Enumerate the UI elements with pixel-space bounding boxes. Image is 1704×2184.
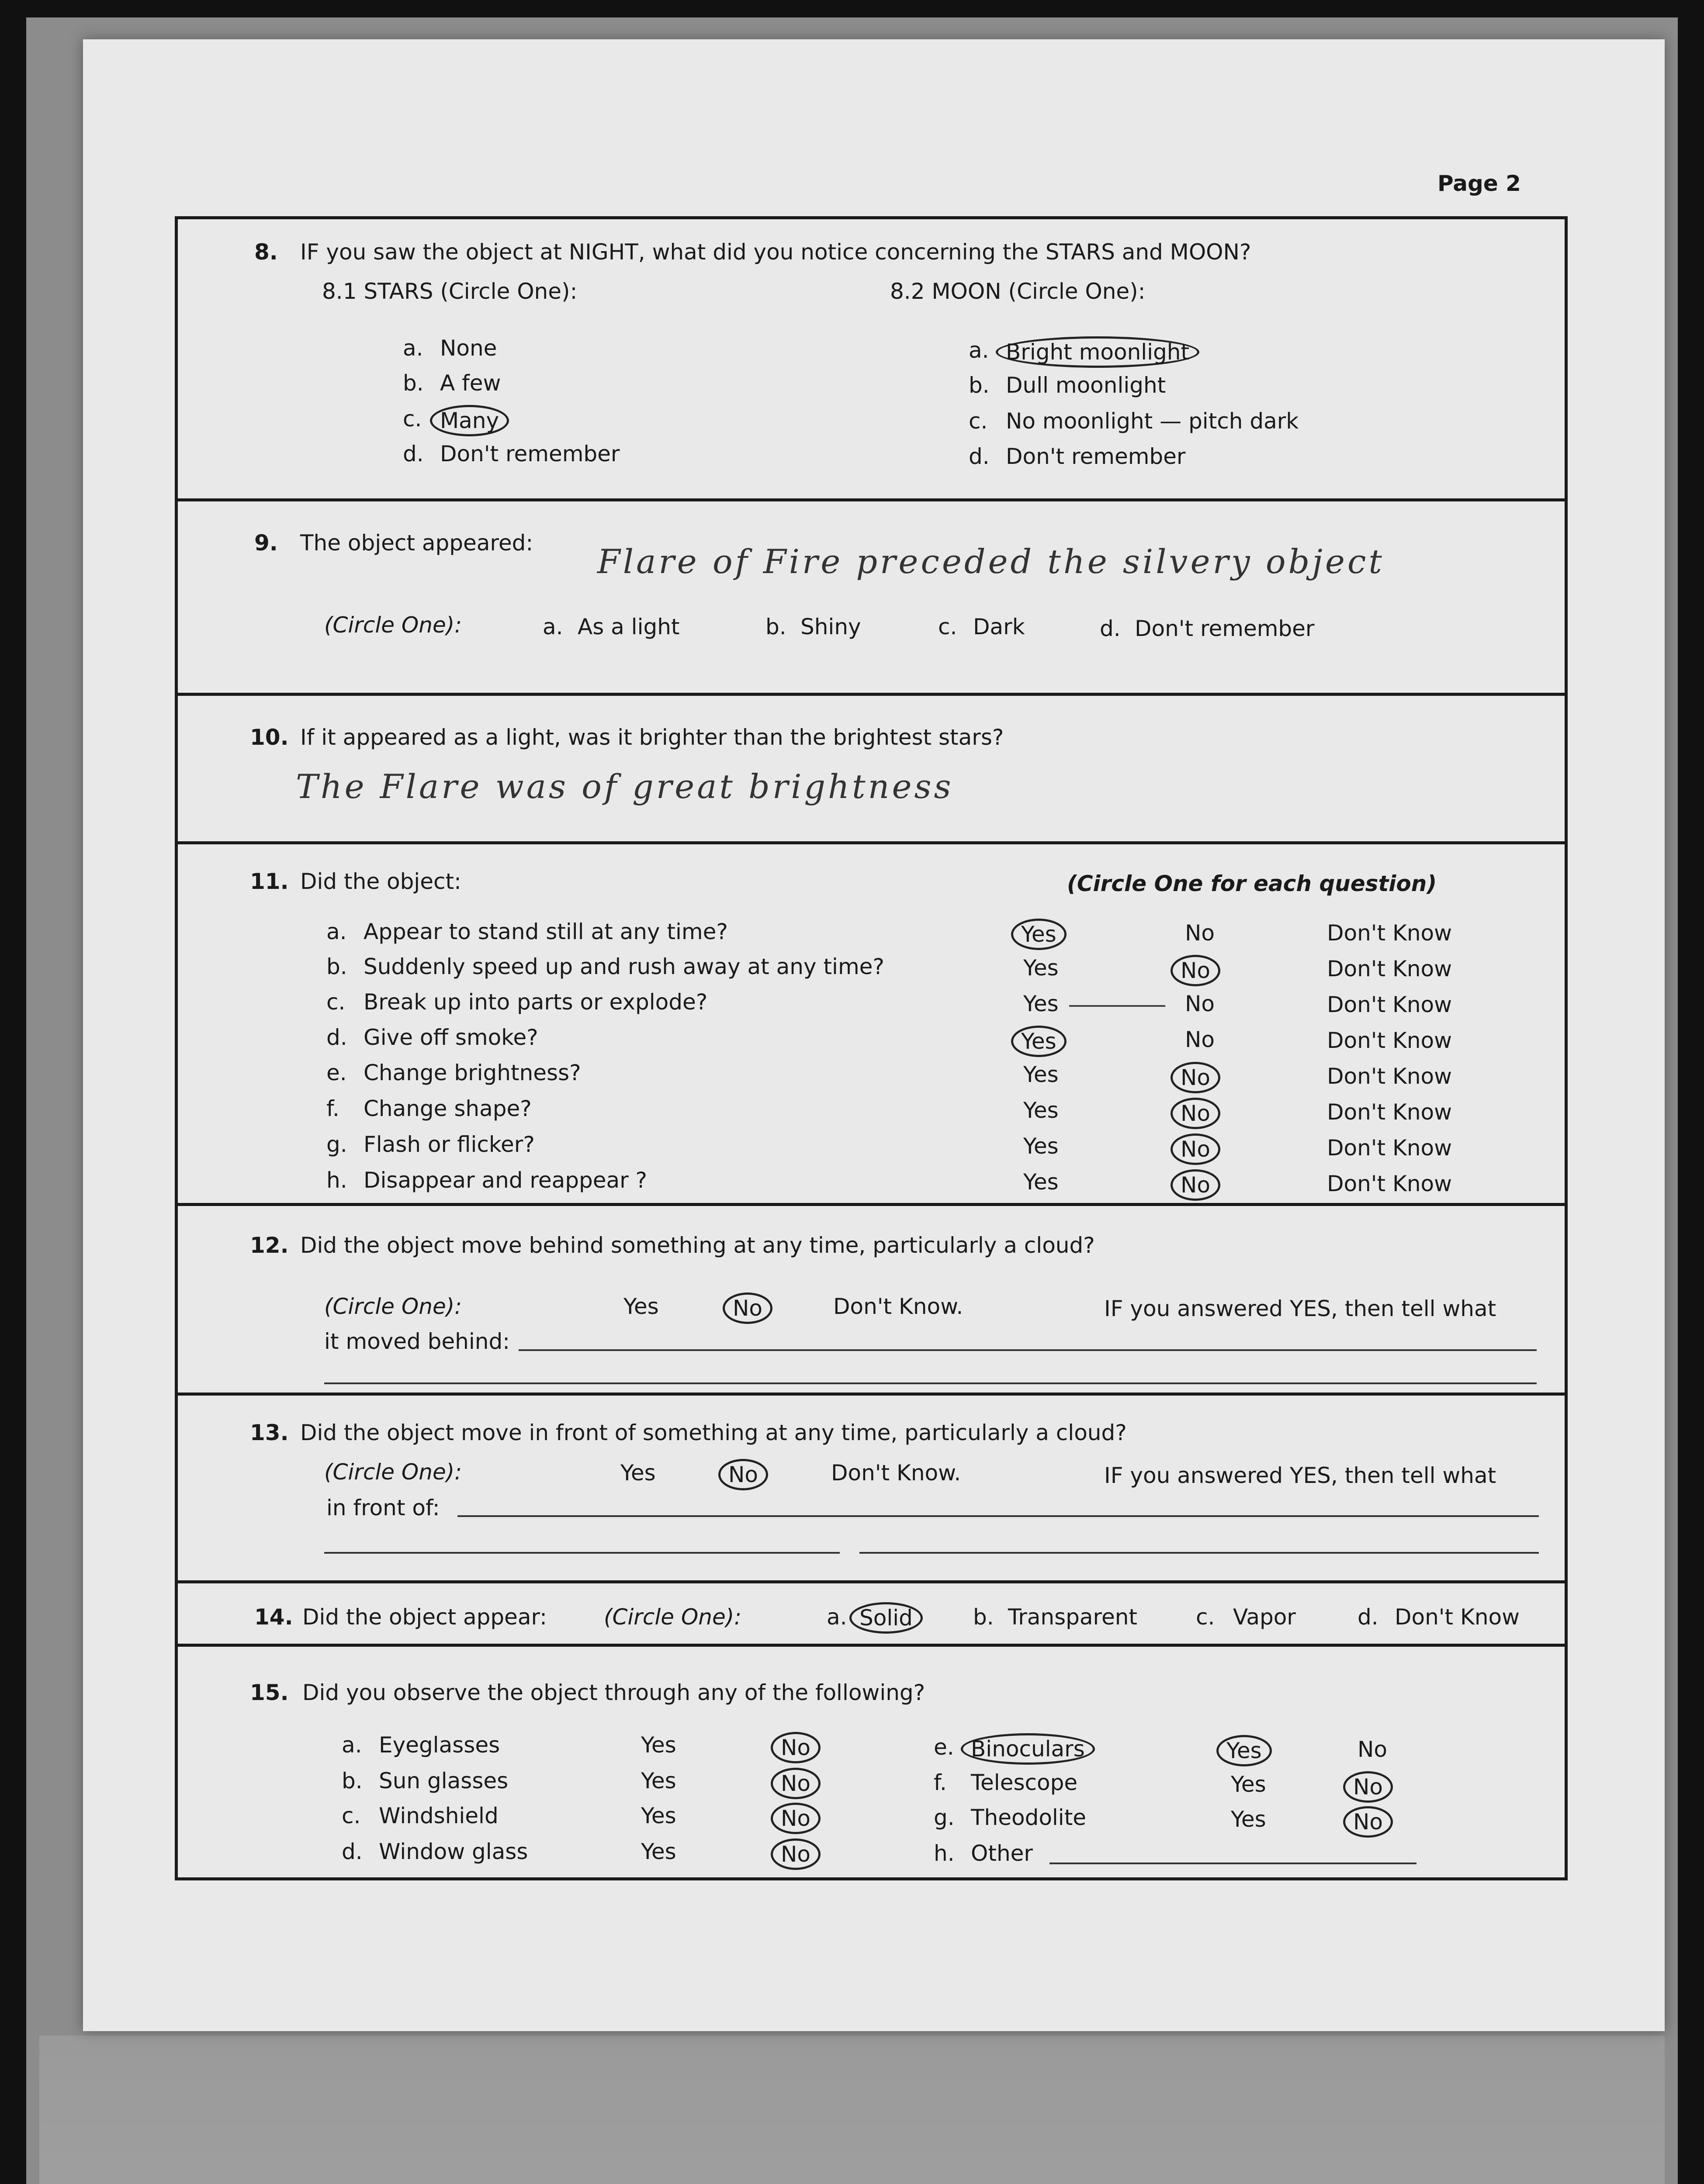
q13-dont-know[interactable]: Don't Know. (831, 1460, 961, 1486)
q11-e-text: Change brightness? (364, 1060, 581, 1085)
q15-h-letter: h. (934, 1841, 955, 1866)
q13-if-yes-text: IF you answered YES, then tell what (1104, 1463, 1496, 1488)
q15-g-letter: g. (934, 1805, 955, 1830)
q13-number: 13. (250, 1420, 289, 1445)
q15-c-no-selected[interactable]: No (771, 1803, 821, 1834)
q8-stars-d[interactable]: Don't remember (440, 441, 620, 467)
q9-c[interactable]: Dark (973, 614, 1025, 639)
q9-c-letter: c. (938, 614, 957, 639)
q15-a-letter: a. (342, 1732, 362, 1758)
q11-f-yes[interactable]: Yes (1023, 1098, 1059, 1123)
q13-answer-line-1[interactable] (457, 1515, 1539, 1517)
q8-stars-a[interactable]: None (440, 335, 497, 361)
q13-question: Did the object move in front of something at any time, particularly a cloud? (300, 1420, 1127, 1445)
q11-a-no[interactable]: No (1185, 920, 1215, 946)
question-14 (178, 1583, 1565, 1647)
q12-number: 12. (250, 1233, 289, 1258)
q10-number: 10. (250, 725, 289, 750)
q12-yes[interactable]: Yes (623, 1294, 659, 1319)
q10-handwritten-answer: The Flare was of great brightness (296, 767, 954, 806)
q14-d-letter: d. (1358, 1604, 1378, 1630)
q12-answer-line-2[interactable] (324, 1382, 1537, 1384)
q9-number: 9. (254, 530, 278, 556)
q12-follow-label: it moved behind: (324, 1329, 510, 1354)
q14-b-letter: b. (973, 1604, 994, 1630)
question-11 (178, 844, 1565, 1206)
q11-question: Did the object: (300, 869, 461, 894)
q11-c-dont-know[interactable]: Don't Know (1327, 992, 1452, 1017)
q11-a-text: Appear to stand still at any time? (364, 919, 728, 944)
q8-moon-a-letter: a. (969, 338, 989, 363)
q11-h-dont-know[interactable]: Don't Know (1327, 1171, 1452, 1196)
q15-f-yes[interactable]: Yes (1231, 1772, 1266, 1797)
q15-d-yes[interactable]: Yes (641, 1839, 676, 1864)
q9-question: The object appeared: (300, 530, 533, 556)
q13-no-selected[interactable]: No (718, 1459, 768, 1490)
film-lower-margin (39, 2035, 1665, 2184)
q11-b-yes[interactable]: Yes (1023, 955, 1059, 981)
q11-e-dont-know[interactable]: Don't Know (1327, 1064, 1452, 1089)
question-12 (178, 1206, 1565, 1396)
q11-c-yes[interactable]: Yes (1023, 991, 1059, 1016)
q15-g-text: Theodolite (971, 1805, 1087, 1830)
q14-a-letter: a. (827, 1604, 847, 1630)
q15-e-yes-selected[interactable]: Yes (1216, 1735, 1272, 1766)
q8-stars-label: 8.1 STARS (Circle One): (322, 279, 578, 304)
q11-c-letter: c. (326, 989, 346, 1015)
q8-moon-d[interactable]: Don't remember (1006, 444, 1186, 469)
q11-f-no-selected[interactable]: No (1171, 1098, 1220, 1129)
q15-a-no-selected[interactable]: No (771, 1732, 821, 1763)
q11-g-text: Flash or flicker? (364, 1132, 535, 1157)
q15-g-no-selected[interactable]: No (1343, 1806, 1393, 1838)
q11-h-no-selected[interactable]: No (1171, 1169, 1220, 1201)
q8-moon-c-letter: c. (969, 408, 988, 434)
q15-e-selected[interactable]: Binoculars (961, 1733, 1095, 1765)
q11-f-letter: f. (326, 1096, 339, 1121)
q8-question: IF you saw the object at NIGHT, what did you notice concerning the STARS and MOON? (300, 239, 1251, 265)
q9-b[interactable]: Shiny (800, 614, 861, 639)
q15-b-text: Sun glasses (379, 1768, 509, 1794)
q15-c-letter: c. (342, 1803, 361, 1828)
page-number: Page 2 (1437, 171, 1521, 196)
q14-d[interactable]: Don't Know (1395, 1604, 1520, 1630)
q14-a-selected[interactable]: Solid (849, 1602, 923, 1634)
q11-e-no-selected[interactable]: No (1171, 1062, 1220, 1093)
q15-a-yes[interactable]: Yes (641, 1732, 676, 1758)
q15-d-letter: d. (342, 1839, 363, 1864)
q11-f-text: Change shape? (364, 1096, 532, 1121)
q11-b-text: Suddenly speed up and rush away at any time? (364, 954, 884, 979)
q9-a[interactable]: As a light (578, 614, 680, 639)
q8-moon-b[interactable]: Dull moonlight (1006, 373, 1166, 398)
q9-a-letter: a. (543, 614, 563, 639)
q11-d-letter: d. (326, 1025, 347, 1050)
q14-question: Did the object appear: (302, 1604, 547, 1630)
q11-a-letter: a. (326, 919, 347, 944)
q8-number: 8. (254, 239, 278, 265)
question-9 (178, 501, 1565, 696)
q12-no-selected[interactable]: No (723, 1292, 772, 1324)
q12-dont-know[interactable]: Don't Know. (833, 1294, 963, 1319)
q11-number: 11. (250, 869, 289, 894)
q9-b-letter: b. (765, 614, 786, 639)
q8-stars-b-letter: b. (403, 370, 424, 396)
q15-question: Did you observe the object through any of the following? (302, 1680, 925, 1705)
q8-moon-label: 8.2 MOON (Circle One): (890, 279, 1146, 304)
q11-f-dont-know[interactable]: Don't Know (1327, 1099, 1452, 1125)
q14-c-letter: c. (1196, 1604, 1215, 1630)
q15-d-no-selected[interactable]: No (771, 1838, 821, 1870)
question-10 (178, 696, 1565, 844)
q11-g-letter: g. (326, 1132, 347, 1157)
q11-g-dont-know[interactable]: Don't Know (1327, 1135, 1452, 1161)
q11-a-dont-know[interactable]: Don't Know (1327, 920, 1452, 946)
q11-b-dont-know[interactable]: Don't Know (1327, 956, 1452, 981)
q8-stars-c-selected[interactable]: Many (430, 405, 509, 436)
q15-b-yes[interactable]: Yes (641, 1768, 676, 1794)
q15-c-text: Windshield (379, 1803, 499, 1828)
q8-stars-d-letter: d. (403, 441, 424, 467)
q9-handwritten-answer: Flare of Fire preceded the silvery object (597, 542, 1385, 581)
question-8 (178, 219, 1565, 501)
q8-stars-a-letter: a. (403, 335, 423, 361)
q11-c-pen-stroke (1069, 1005, 1165, 1007)
q11-b-letter: b. (326, 954, 347, 979)
q15-number: 15. (250, 1680, 289, 1705)
question-15 (178, 1647, 1565, 1880)
q11-d-dont-know[interactable]: Don't Know (1327, 1028, 1452, 1053)
q10-question: If it appeared as a light, was it brighter than the brightest stars? (300, 725, 1004, 750)
questionnaire-form (175, 216, 1568, 1880)
q12-if-yes-text: IF you answered YES, then tell what (1104, 1296, 1496, 1321)
q15-d-text: Window glass (379, 1839, 528, 1864)
q11-c-no[interactable]: No (1185, 991, 1215, 1016)
q8-moon-d-letter: d. (969, 444, 990, 469)
q14-b[interactable]: Transparent (1008, 1604, 1138, 1630)
q13-answer-line-3[interactable] (859, 1552, 1539, 1554)
q15-e-letter: e. (934, 1735, 954, 1760)
q15-other-line[interactable] (1049, 1863, 1417, 1864)
q14-circle-label: (Circle One): (604, 1604, 742, 1630)
q8-moon-a-selected[interactable]: Bright moonlight (996, 336, 1199, 368)
q8-moon-c[interactable]: No moonlight — pitch dark (1006, 408, 1299, 434)
q11-e-yes[interactable]: Yes (1023, 1062, 1059, 1087)
q8-stars-c-letter: c. (403, 406, 422, 432)
q9-circle-label: (Circle One): (324, 612, 462, 638)
q11-h-letter: h. (326, 1168, 347, 1193)
q12-circle-label: (Circle One): (324, 1294, 462, 1319)
q11-b-no-selected[interactable]: No (1171, 955, 1220, 986)
q15-f-no-selected[interactable]: No (1343, 1771, 1393, 1803)
q14-number: 14. (254, 1604, 293, 1630)
question-13 (178, 1396, 1565, 1583)
q15-c-yes[interactable]: Yes (641, 1803, 676, 1828)
q11-g-no-selected[interactable]: No (1171, 1133, 1220, 1165)
q9-d[interactable]: Don't remember (1135, 616, 1315, 641)
q8-moon-b-letter: b. (969, 373, 990, 398)
q11-d-yes-selected[interactable]: Yes (1011, 1026, 1067, 1057)
q15-b-letter: b. (342, 1768, 363, 1794)
q11-c-text: Break up into parts or explode? (364, 989, 708, 1015)
q12-answer-line-1[interactable] (519, 1349, 1537, 1351)
q15-h-text: Other (971, 1841, 1033, 1866)
q12-question: Did the object move behind something at any time, particularly a cloud? (300, 1233, 1095, 1258)
q11-d-no[interactable]: No (1185, 1027, 1215, 1052)
q8-stars-b[interactable]: A few (440, 370, 501, 396)
q11-instruction: (Circle One for each question) (1067, 871, 1437, 896)
q13-circle-label: (Circle One): (324, 1459, 462, 1485)
q11-a-yes-selected[interactable]: Yes (1011, 919, 1067, 950)
q15-f-letter: f. (934, 1770, 947, 1795)
q15-b-no-selected[interactable]: No (771, 1768, 821, 1799)
q11-d-text: Give off smoke? (364, 1025, 538, 1050)
q14-c[interactable]: Vapor (1233, 1604, 1296, 1630)
q11-e-letter: e. (326, 1060, 347, 1085)
q15-e-no[interactable]: No (1358, 1737, 1387, 1762)
q13-follow-label: in front of: (326, 1495, 440, 1521)
q11-h-text: Disappear and reappear ? (364, 1168, 648, 1193)
q11-h-yes[interactable]: Yes (1023, 1169, 1059, 1195)
q15-a-text: Eyeglasses (379, 1732, 500, 1758)
q11-g-yes[interactable]: Yes (1023, 1133, 1059, 1159)
q13-yes[interactable]: Yes (620, 1460, 656, 1486)
q15-g-yes[interactable]: Yes (1231, 1807, 1266, 1832)
q13-answer-line-2[interactable] (324, 1552, 840, 1554)
q9-d-letter: d. (1100, 616, 1121, 641)
q15-f-text: Telescope (971, 1770, 1078, 1795)
